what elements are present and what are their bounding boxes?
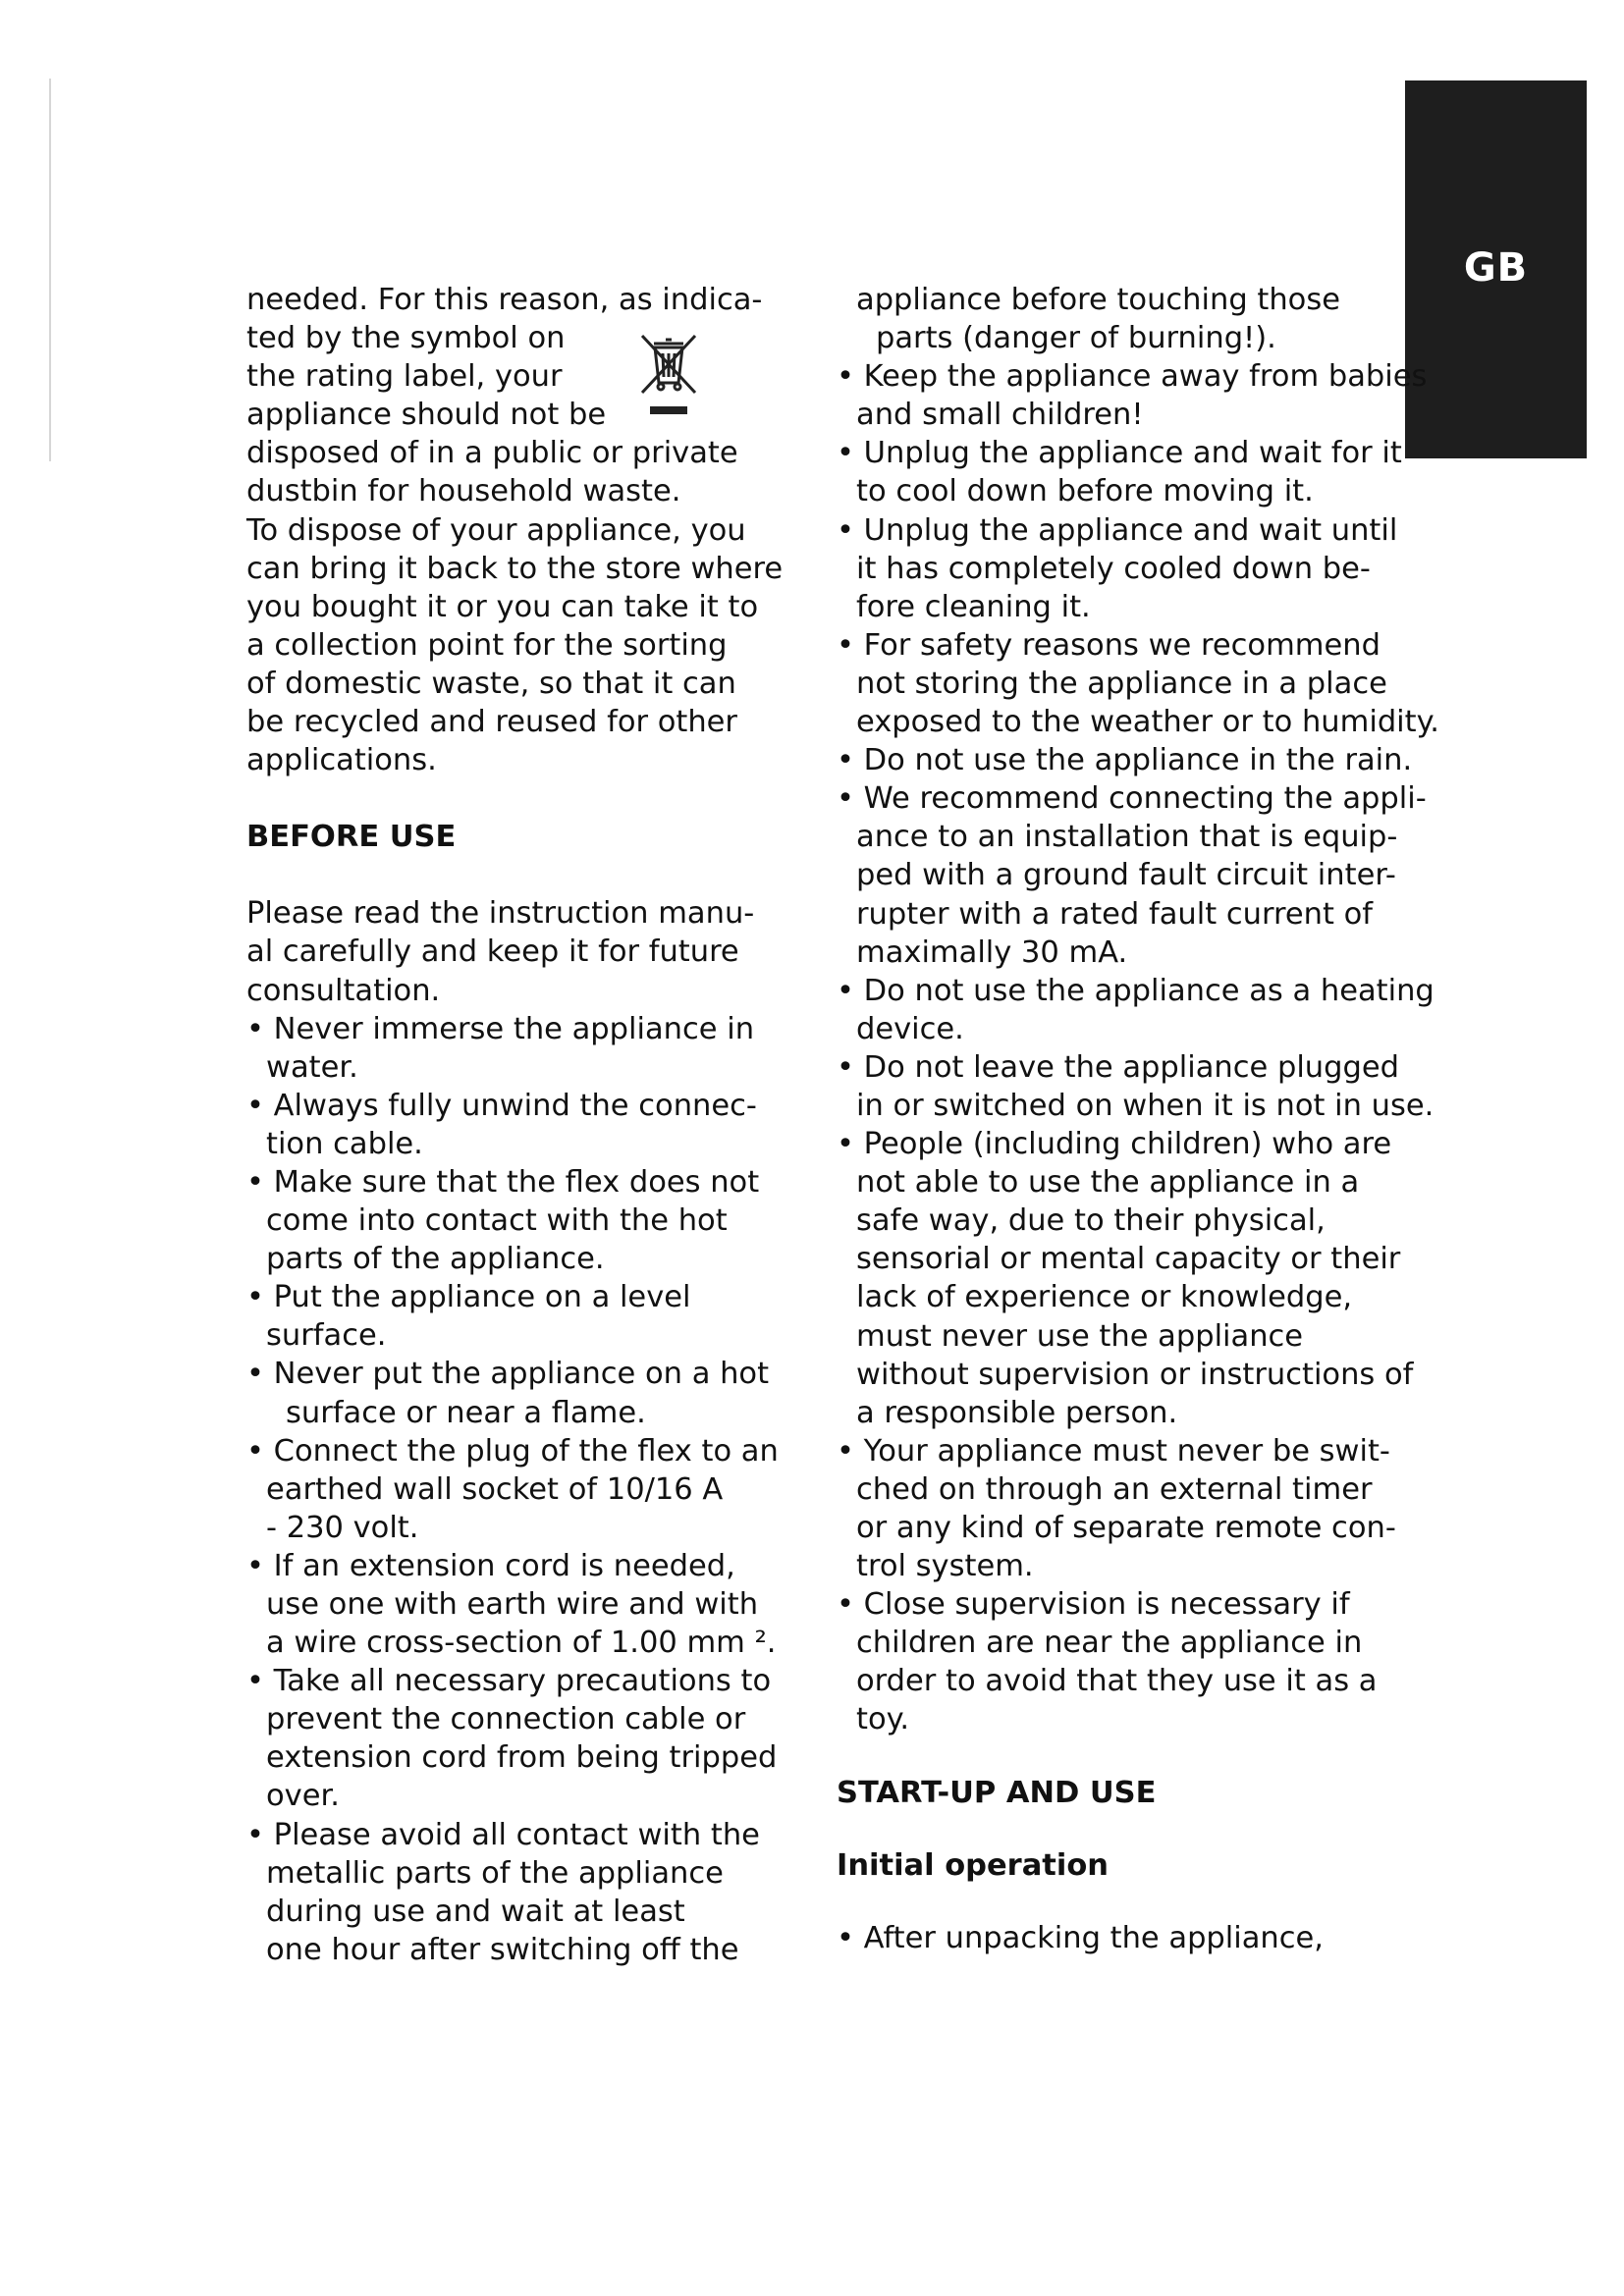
bullet-line: • Do not use the appliance in the rain. [837, 743, 1413, 778]
bullet-line: ance to an installation that is equip- [856, 820, 1398, 855]
bullet-line: or any kind of separate remote con- [856, 1511, 1396, 1545]
before-use-intro-line: al carefully and keep it for future [246, 934, 739, 970]
intro-line: a collection point for the sorting [246, 627, 728, 663]
intro-line: of domestic waste, so that it can [246, 666, 736, 701]
right-column [837, 281, 1440, 1957]
bullet-line: one hour after switching off the [266, 1932, 739, 1967]
left-column [246, 281, 796, 1969]
bullet-line: • Make sure that the flex does not [246, 1164, 760, 1200]
bullet-line: surface or near a flame. [286, 1395, 646, 1430]
bullet-line: • Unplug the appliance and wait until [837, 512, 1398, 548]
bullet-line: toy. [856, 1702, 910, 1737]
bullet-line: maximally 30 mA. [856, 934, 1128, 970]
bullet-line: parts of the appliance. [266, 1242, 605, 1277]
bullet-line: during use and wait at least [266, 1894, 685, 1929]
bullet-line: • People (including children) who are [837, 1127, 1392, 1162]
bullet-line: - 230 volt. [266, 1510, 419, 1545]
bullet-line: • We recommend connecting the appli- [837, 781, 1427, 817]
bullet-line: water. [266, 1049, 358, 1085]
language-tab-label: GB [1463, 245, 1529, 291]
bullet-line: trol system. [856, 1549, 1034, 1584]
bullet-line: • Take all necessary precautions to [246, 1664, 772, 1699]
before-use-intro-line: Please read the instruction manu- [246, 896, 755, 932]
bullet-line: tion cable. [266, 1126, 423, 1161]
bullet-line: over. [266, 1779, 340, 1814]
bullet-line: • Do not use the appliance as a heating [837, 973, 1435, 1008]
bullet-line: earthed wall socket of 10/16 A [266, 1471, 724, 1507]
language-tab [1405, 80, 1587, 458]
bullet-line: • Your appliance must never be swit- [837, 1433, 1390, 1468]
bullet-line: not storing the appliance in a place [856, 666, 1387, 701]
bullet-line: • If an extension cord is needed, [246, 1548, 735, 1583]
bullet-line: it has completely cooled down be- [856, 551, 1371, 586]
bullet-line: metallic parts of the appliance [266, 1855, 724, 1891]
bullet-line: without supervision or instructions of [856, 1357, 1414, 1392]
bullet-line: a wire cross-section of 1.00 mm ². [266, 1626, 777, 1661]
bullet-line: • Close supervision is necessary if [837, 1587, 1350, 1623]
intro-line: be recycled and reused for other [246, 705, 737, 740]
bullet-line: • After unpacking the appliance, [837, 1920, 1324, 1955]
intro-line: disposed of in a public or private [246, 436, 738, 471]
bullet-line: to cool down before moving it. [856, 474, 1314, 509]
section-heading-before-use: BEFORE USE [246, 820, 457, 855]
intro-line: To dispose of your appliance, you [246, 512, 746, 548]
bullet-line: • Connect the plug of the flex to an [246, 1433, 779, 1468]
bullet-line: exposed to the weather or to humidity. [856, 705, 1440, 740]
bullet-line: • Never put the appliance on a hot [246, 1357, 770, 1392]
intro-line: needed. For this reason, as indica- [246, 283, 763, 317]
intro-line: dustbin for household waste. [246, 474, 681, 509]
margin-rule [49, 79, 51, 461]
subsection-heading-initial-operation: Initial operation [837, 1847, 1110, 1883]
intro-line: you bought it or you can take it to [246, 589, 759, 624]
bullet-line: children are near the appliance in [856, 1626, 1363, 1661]
before-use-intro-line: consultation. [246, 973, 441, 1008]
bullet-line: ched on through an external timer [856, 1471, 1373, 1507]
bullet-line: come into contact with the hot [266, 1203, 728, 1239]
bullet-line: extension cord from being tripped [266, 1740, 778, 1776]
bullet-line: sensorial or mental capacity or their [856, 1242, 1401, 1277]
bullet-line: a responsible person. [856, 1395, 1178, 1430]
bullet-line: ped with a ground fault circuit inter- [856, 858, 1396, 893]
bullet-line: • For safety reasons we recommend [837, 627, 1380, 663]
bullet-line: device. [856, 1011, 964, 1046]
bullet-line: • Keep the appliance away from babies [837, 359, 1428, 395]
bullet-line: • Please avoid all contact with the [246, 1817, 760, 1852]
bullet-line: fore cleaning it. [856, 589, 1091, 624]
bullet-line: • Always fully unwind the connec- [246, 1088, 757, 1123]
bullet-line: and small children! [856, 398, 1144, 433]
bullet-line: order to avoid that they use it as a [856, 1664, 1378, 1699]
bullet-line: use one with earth wire and with [266, 1587, 759, 1622]
intro-line: ted by the symbol on [246, 321, 566, 356]
bullet-line: • Unplug the appliance and wait for it [837, 436, 1402, 471]
bullet-line: appliance before touching those [856, 283, 1340, 317]
bullet-line: • Never immerse the appliance in [246, 1011, 755, 1046]
bullet-line: safe way, due to their physical, [856, 1203, 1326, 1239]
bullet-line: parts (danger of burning!). [876, 321, 1276, 356]
bullet-line: must never use the appliance [856, 1318, 1304, 1354]
section-heading-start-up: START-UP AND USE [837, 1775, 1157, 1810]
bullet-line: surface. [266, 1318, 387, 1354]
bullet-line: in or switched on when it is not in use. [856, 1088, 1435, 1123]
bullet-line: rupter with a rated fault current of [856, 896, 1373, 932]
intro-line: can bring it back to the store where [246, 551, 784, 586]
bullet-line: • Put the appliance on a level [246, 1280, 691, 1315]
intro-line: the rating label, your [246, 359, 563, 395]
bullet-line: lack of experience or knowledge, [856, 1280, 1353, 1315]
intro-line: applications. [246, 743, 437, 778]
bullet-line: not able to use the appliance in a [856, 1165, 1360, 1201]
bullet-line: • Do not leave the appliance plugged [837, 1049, 1399, 1085]
intro-line: appliance should not be [246, 398, 607, 433]
bullet-line: prevent the connection cable or [266, 1702, 746, 1737]
